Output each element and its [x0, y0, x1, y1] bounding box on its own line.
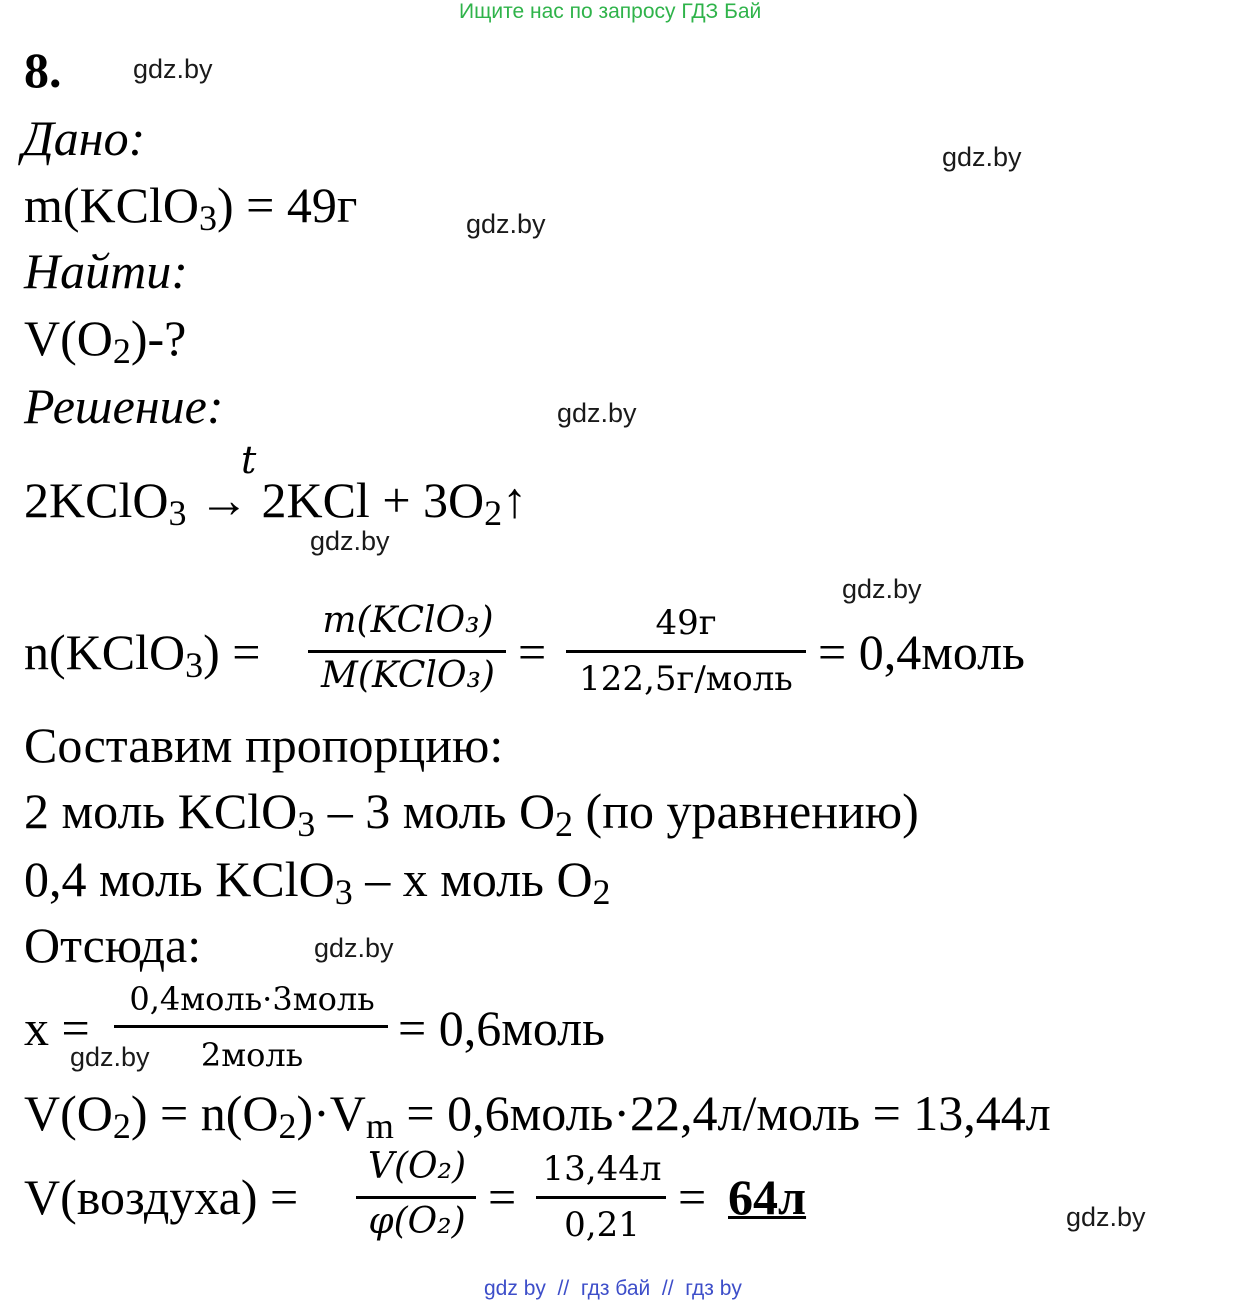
- subscript: 3: [185, 644, 204, 685]
- proportion-term: 0,4 моль KClO: [24, 851, 335, 907]
- reaction-products: 2KCl + 3O: [261, 472, 485, 528]
- hence-label: Отсюда:: [24, 917, 202, 973]
- volume-term: ) = n(O: [130, 1085, 279, 1141]
- solution-label: Решение:: [24, 378, 224, 434]
- subscript: 3: [334, 871, 353, 912]
- watermark: gdz.by: [1066, 1202, 1146, 1232]
- volume-term: V(O: [24, 1085, 113, 1141]
- fraction-numerator: m(KClO₃): [322, 600, 494, 641]
- footer-links[interactable]: gdz by // гдз бай // гдз by: [484, 1277, 742, 1300]
- subscript: 2: [555, 803, 574, 844]
- volume-term: )·V: [296, 1085, 366, 1141]
- fraction-denominator: M(KClO₃): [321, 655, 495, 696]
- subscript: 2: [112, 330, 131, 371]
- find-volume-line: [24, 310, 187, 371]
- equals-sign: =: [488, 1169, 517, 1225]
- watermark: gdz.by: [133, 54, 213, 84]
- given-label: Дано:: [22, 110, 146, 166]
- subscript: 2: [278, 1105, 297, 1146]
- watermark: gdz.by: [310, 526, 390, 556]
- fraction-numerator: 13,44л: [542, 1149, 662, 1189]
- fraction-bar: [566, 650, 806, 653]
- watermark: gdz.by: [942, 142, 1022, 172]
- proportion-term: 2 моль KClO: [24, 783, 298, 839]
- subscript: 2: [484, 492, 503, 533]
- fraction-bar: [536, 1196, 666, 1199]
- watermark: gdz.by: [314, 933, 394, 963]
- watermark: gdz.by: [466, 209, 546, 239]
- fraction-numerator: 0,4моль·3моль: [129, 980, 375, 1018]
- subscript: 2: [592, 871, 611, 912]
- fraction-bar: [356, 1196, 476, 1199]
- watermark: gdz.by: [842, 574, 922, 604]
- reaction-reactant: 2KClO: [24, 472, 169, 528]
- problem-number: 8.: [24, 42, 62, 98]
- fraction-denominator: 2моль: [200, 1036, 304, 1074]
- air-volume-lhs: V(воздуха) =: [24, 1169, 299, 1225]
- subscript: 3: [297, 803, 316, 844]
- x-result: = 0,6моль: [398, 1000, 605, 1056]
- equals-sign: =: [678, 1169, 707, 1225]
- proportion-note: (по уравнению): [573, 783, 919, 839]
- fraction-denominator: 122,5г/моль: [579, 659, 793, 699]
- moles-lhs-text: n(KClO: [24, 624, 186, 680]
- search-banner: Ищите нас по запросу ГДЗ Бай: [459, 0, 762, 23]
- proportion-line-2: [24, 851, 611, 912]
- given-mass-rhs: ) = 49г: [217, 177, 358, 233]
- proportion-term: – 3 моль O: [315, 783, 556, 839]
- fraction-numerator: 49г: [655, 603, 717, 643]
- proportion-label: Составим пропорцию:: [24, 717, 504, 773]
- subscript: 2: [112, 1105, 131, 1146]
- fraction-bar: [308, 650, 506, 653]
- given-mass-line: [24, 177, 358, 238]
- fraction-numerator: V(O₂): [367, 1146, 467, 1187]
- moles-lhs: [24, 624, 261, 685]
- subscript: m: [365, 1105, 394, 1146]
- moles-lhs-close: ) =: [203, 624, 261, 680]
- equals-sign: =: [518, 624, 547, 680]
- volume-result: = 0,6моль·22,4л/моль = 13,44л: [393, 1085, 1051, 1141]
- reaction-condition-label: t: [241, 438, 257, 482]
- moles-result: = 0,4моль: [818, 624, 1025, 680]
- proportion-line-1: [24, 783, 919, 844]
- reaction-equation: [24, 472, 528, 533]
- final-answer: 64л: [728, 1169, 807, 1225]
- air-fraction-1: [356, 1146, 478, 1242]
- proportion-term: – x моль O: [352, 851, 593, 907]
- find-volume-lhs: V(O: [24, 310, 113, 366]
- given-mass-lhs: m(KClO: [24, 177, 199, 233]
- subscript: 3: [168, 492, 187, 533]
- find-label: Найти:: [24, 243, 188, 299]
- reaction-arrow: →: [198, 472, 249, 528]
- watermark: gdz.by: [557, 398, 637, 428]
- x-lhs: x =: [24, 1000, 90, 1056]
- molar-fraction: [308, 600, 508, 696]
- subscript: 3: [199, 197, 217, 238]
- fraction-denominator: 0,21: [564, 1205, 640, 1245]
- find-volume-rhs: )-?: [130, 310, 187, 366]
- fraction-denominator: φ(O₂): [368, 1201, 466, 1242]
- oxygen-volume-line: [24, 1085, 1051, 1146]
- watermark: gdz.by: [70, 1042, 150, 1072]
- fraction-bar: [114, 1025, 388, 1028]
- gas-arrow: ↑: [502, 472, 528, 528]
